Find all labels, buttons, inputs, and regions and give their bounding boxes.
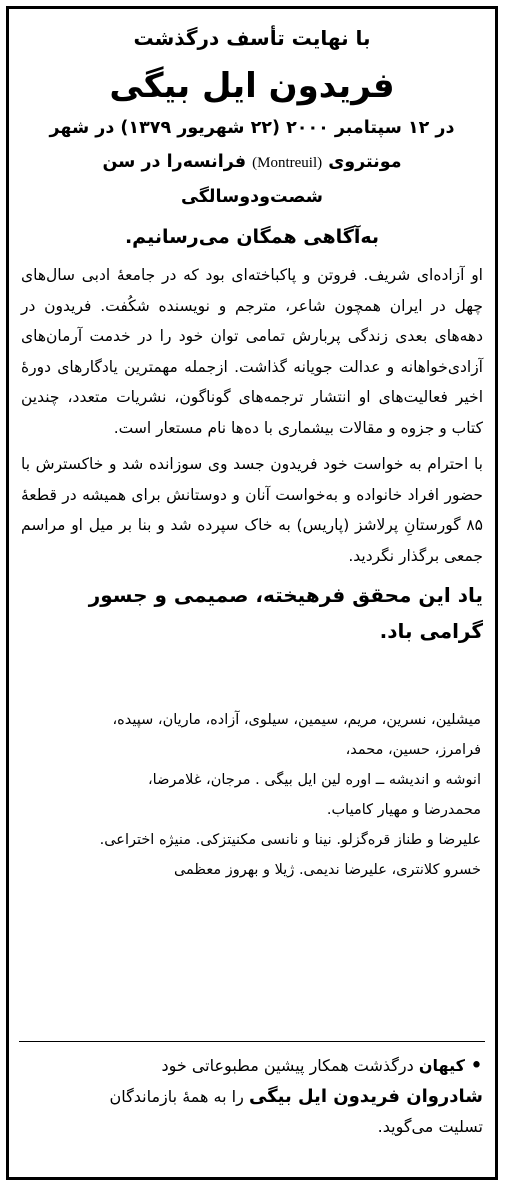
section-divider <box>19 1041 485 1042</box>
kayhan-text-2: را به همهٔ بازماندگان <box>109 1086 244 1106</box>
kayhan-name: کیهان <box>418 1056 465 1075</box>
kayhan-text-1: درگذشت همکار پیشین مطبوعاتی خود <box>161 1056 414 1075</box>
death-country: فرانسه‌را در سن <box>102 152 247 172</box>
deceased-name: فریدون ایل بیگی <box>109 66 395 106</box>
death-city-fa: مونتروی <box>328 152 402 172</box>
announcement: به‌آگاهی همگان می‌رسانیم. <box>124 226 380 248</box>
death-place-line <box>9 145 495 180</box>
mourners-list <box>9 705 495 885</box>
kayhan-line-3: تسلیت می‌گوید. <box>377 1116 483 1136</box>
obituary-notice <box>6 6 498 1180</box>
kayhan-line-1 <box>21 1051 483 1082</box>
headline: با نهایت تأسف درگذشت <box>133 26 371 50</box>
mourners-line: میشلین، نسرین، مریم، سیمین، سیلوی، آزاده، ماریان، سپیده، <box>112 712 481 728</box>
biography-paragraph: او آزاده‌ای شریف. فروتن و پاکباخته‌ای بود که در جامعهٔ ادبی سال‌های چهل در ایران همچون شاعر، مترجم و نویسنده شکُفت. فریدون در دهه‌های بعدی زندگی پربارش تمامی توان خود را در خدمت آرمان‌های آزادی‌خواهانه و عدالت جویانه گذاشت. ازجمله مهمترین یادگارهای دورهٔ اخیر فعالیت‌های او انتشار ترجمه‌های گوناگون، نشریات متعدد، چندین کتاب و جزوه و مقالات بیشماری با ده‌ها نام مستعار است. <box>21 266 483 437</box>
death-city-en: (Montreuil) <box>252 155 323 171</box>
mourners-line: خسرو کلانتری، علیرضا ندیمی. ژیلا و بهروز معظمی <box>173 862 481 878</box>
bullet-icon: • <box>470 1053 483 1079</box>
mourners-line: انوشه و اندیشه ــ اوره لین ایل بیگی . مرجان، غلامرضا، <box>148 772 481 788</box>
closing-line: یاد این محقق فرهیخته، صمیمی و جسور گرامی باد. <box>88 583 483 643</box>
death-date-line: در ۱۲ سپتامبر ۲۰۰۰ (۲۲ شهریور ۱۳۷۹) در شهر <box>49 118 455 138</box>
death-age: شصت‌ودوسالگی <box>181 187 323 207</box>
mourners-line: محمدرضا و مهیار کامیاب. <box>326 802 481 818</box>
funeral-paragraph: با احترام به خواست خود فریدون جسد وی سوزانده شد و خاکسترش با حضور افراد خانواده و به‌خواست آنان و دوستانش برای همیشه در قطعهٔ ۸۵ گورستانِ پرلاشز (پاریس) به خاک سپرده شد و بنا بر میل او مراسم جمعی برگذار نگردید. <box>21 455 483 565</box>
mourners-line: علیرضا و طناز قره‌گزلو. نینا و نانسی مکنیتزکی. منیژه اختراعی. <box>99 832 481 848</box>
kayhan-line-2 <box>21 1082 483 1112</box>
mourners-line: فرامرز، حسین، محمد، <box>345 742 481 758</box>
kayhan-condolence <box>21 1051 483 1142</box>
kayhan-deceased-name: شادروان فریدون ایل بیگی <box>248 1085 483 1107</box>
